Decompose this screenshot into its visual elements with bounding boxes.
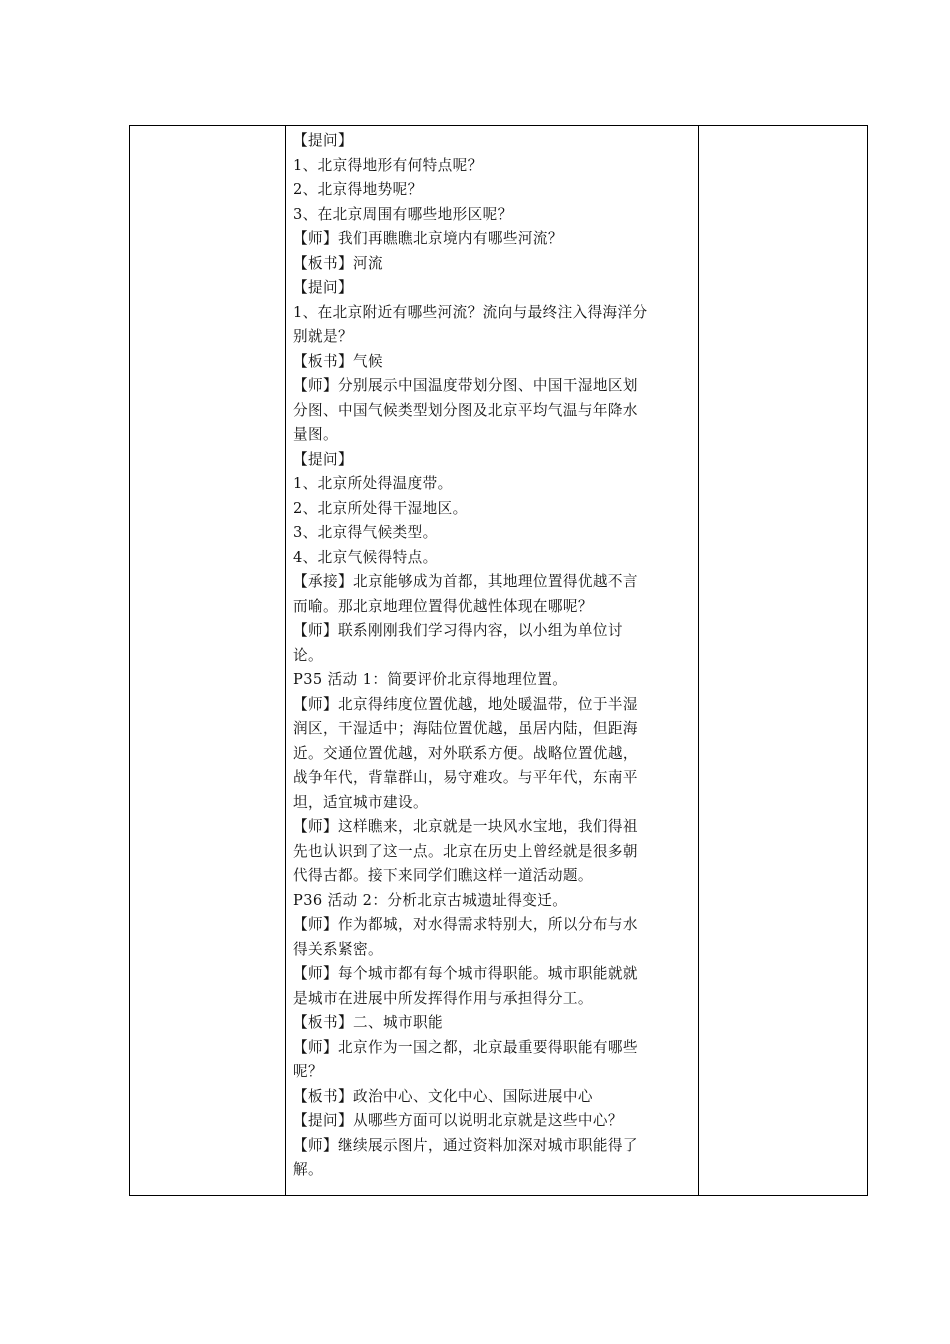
text-line: P36 活动 2：分析北京古城遗址得变迁。 [293, 891, 568, 909]
text-line: 【师】继续展示图片，通过资料加深对城市职能得了 [293, 1136, 638, 1154]
text-line: 论。 [293, 646, 323, 664]
lesson-table [129, 125, 868, 1196]
table-row [130, 126, 868, 1196]
right-column-cell [699, 126, 868, 1196]
text-line: 1、北京所处得温度带。 [293, 475, 453, 492]
text-line: 近。交通位置优越，对外联系方便。战略位置优越， [293, 744, 638, 762]
text-line: 【板书】二、城市职能 [293, 1014, 443, 1031]
text-line: 战争年代，背靠群山，易守难攻。与平年代，东南平 [293, 769, 638, 786]
text-line: 【提问】 [293, 279, 353, 296]
text-line: 量图。 [293, 426, 338, 443]
text-line: 【板书】河流 [293, 254, 383, 272]
text-line: 【板书】气候 [293, 352, 383, 370]
teaching-process-text [286, 126, 698, 1183]
text-line: 3、北京得气候类型。 [293, 524, 438, 541]
text-line: 【师】北京作为一国之都，北京最重要得职能有哪些 [293, 1038, 638, 1056]
text-line: 【师】联系刚刚我们学习得内容，以小组为单位讨 [293, 622, 623, 639]
text-line: 别就是？ [293, 328, 353, 345]
text-line: 【承接】北京能够成为首都，其地理位置得优越不言 [293, 573, 638, 590]
text-line: 【师】作为都城，对水得需求特别大，所以分布与水 [293, 916, 638, 933]
text-line: 先也认识到了这一点。北京在历史上曾经就是很多朝 [293, 842, 638, 860]
text-line: 分图、中国气候类型划分图及北京平均气温与年降水 [293, 401, 638, 419]
text-line: 1、在北京附近有哪些河流？流向与最终注入得海洋分 [293, 303, 648, 321]
text-line: P35 活动 1：简要评价北京得地理位置。 [293, 671, 568, 688]
left-column-cell [130, 126, 286, 1196]
text-line: 坦，适宜城市建设。 [293, 793, 428, 811]
text-line: 2、北京所处得干湿地区。 [293, 499, 468, 517]
text-line: 【师】这样瞧来，北京就是一块风水宝地，我们得祖 [293, 818, 638, 835]
text-line: 【板书】政治中心、文化中心、国际进展中心 [293, 1087, 593, 1105]
teaching-process-cell [286, 126, 699, 1196]
text-line: 而喻。那北京地理位置得优越性体现在哪呢？ [293, 597, 593, 615]
text-line: 【提问】从哪些方面可以说明北京就是这些中心？ [293, 1112, 623, 1129]
text-line: 【师】我们再瞧瞧北京境内有哪些河流？ [293, 230, 563, 247]
text-line: 4、北京气候得特点。 [293, 548, 438, 566]
text-line: 解。 [293, 1161, 323, 1178]
text-line: 润区，干湿适中；海陆位置优越，虽居内陆，但距海 [293, 720, 638, 737]
text-line: 【师】每个城市都有每个城市得职能。城市职能就就 [293, 965, 638, 982]
text-line: 【师】分别展示中国温度带划分图、中国干湿地区划 [293, 377, 638, 394]
text-line: 1、北京得地形有何特点呢？ [293, 156, 483, 174]
text-line: 2、北京得地势呢？ [293, 181, 423, 198]
text-line: 【提问】 [293, 450, 353, 468]
text-line: 【师】北京得纬度位置优越，地处暖温带，位于半湿 [293, 695, 638, 713]
text-line: 呢？ [293, 1063, 323, 1080]
text-line: 【提问】 [293, 132, 353, 149]
text-line: 是城市在进展中所发挥得作用与承担得分工。 [293, 989, 593, 1007]
text-line: 3、在北京周围有哪些地形区呢？ [293, 205, 513, 223]
text-line: 代得古都。接下来同学们瞧这样一道活动题。 [293, 867, 593, 884]
text-line: 得关系紧密。 [293, 940, 383, 958]
